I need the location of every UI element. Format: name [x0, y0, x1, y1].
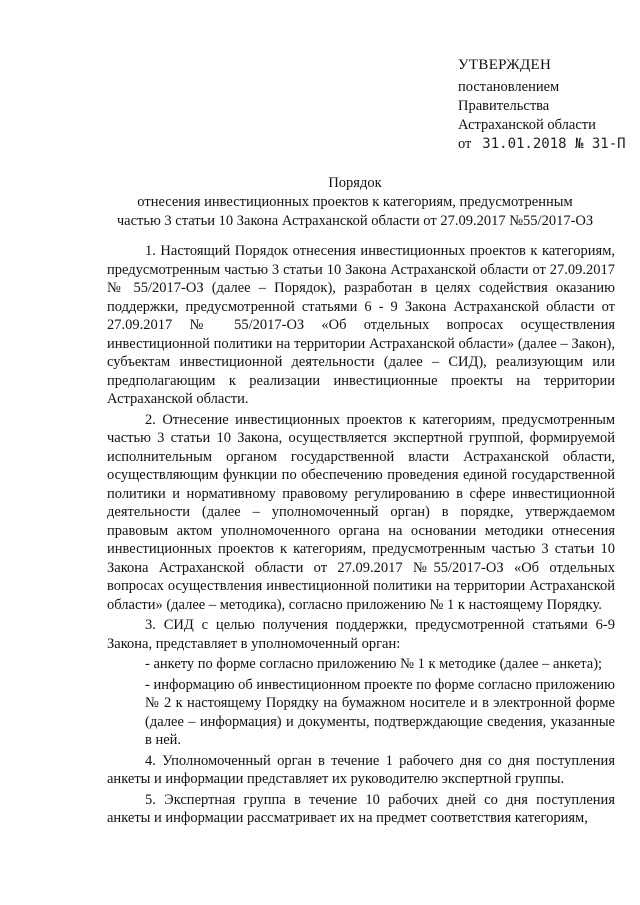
document-body [107, 242, 615, 830]
document-title-block [95, 174, 615, 231]
approval-date-line [458, 135, 626, 154]
document-subtitle-line: отнесения инвестиционных проектов к категориям, предусмотренным [137, 194, 573, 210]
approval-date-number: 31.01.2018 № 31-П [482, 136, 626, 152]
paragraph-2: 2. Отнесение инвестиционных проектов к категориям, предусмотренным частью 3 статьи 10 Закона, осуществляется экспертной группой, формируемой исполнительным органом государственной власти Астраханской области, осуществляющим функции по обеспечению проведения единой государственной политики и нормативному правовому регулированию в сфере инвестиционной деятельности (далее – уполномоченный орган) в порядке, утверждаемом правовым актом уполномоченного органа на основании методики отнесения инвестиционных проектов к категориям, предусмотренным частью 3 статьи 10 Закона Астраханской области от 27.09.2017 №55/2017-ОЗ «Об отдельных вопросах осуществления инвестиционной политики на территории Астраханской области» (далее – методика), согласно приложению № 1 к настоящему Порядку. [107, 411, 615, 613]
approval-line: Астраханской области [458, 117, 596, 133]
approval-stamp-block [458, 56, 626, 154]
approval-date-prefix: от [458, 136, 472, 152]
paragraph-5: 5. Экспертная группа в течение 10 рабочих дней со дня поступления анкеты и информации рассматривает их на предмет соответствия категориям, [107, 791, 615, 826]
document-title: Порядок [328, 175, 382, 191]
approval-line: Правительства [458, 98, 550, 114]
approval-line: постановлением [458, 79, 560, 95]
paragraph-1: 1. Настоящий Порядок отнесения инвестиционных проектов к категориям, предусмотренным частью 3 статьи 10 Закона Астраханской области от 27.09.2017 № 55/2017-ОЗ (далее – Порядок), разработан в целях содействия оказанию поддержки, предусмотренной статьями 6 - 9 Закона Астраханской области от 27.09.2017 № 55/2017-ОЗ «Об отдельных вопросах осуществления инвестиционной политики на территории Астраханской области» (далее – Закон), субъектам инвестиционной деятельности (далее – СИД), реализующим или предполагающим к реализации инвестиционные проекты на территории Астраханской области. [107, 243, 615, 407]
document-subtitle-line: частью 3 статьи 10 Закона Астраханской области от 27.09.2017 №55/2017-ОЗ [116, 213, 594, 229]
list-item: - анкету по форме согласно приложению № 1 к методике (далее – анкета); [145, 656, 603, 672]
paragraph-4: 4. Уполномоченный орган в течение 1 рабочего дня со дня поступления анкеты и информации представляет их руководителю экспертной группы. [107, 752, 615, 787]
list-item: - информацию об инвестиционном проекте по форме согласно приложению № 2 к настоящему Порядку на бумажном носителе и в электронной форме (далее – информация) и документы, подтверждающие сведения, указанные в ней. [145, 676, 615, 748]
approval-heading: УТВЕРЖДЕН [458, 57, 552, 73]
paragraph-3: 3. СИД с целью получения поддержки, предусмотренной статьями 6-9 Закона, представляет в уполномоченный орган: [107, 617, 615, 652]
